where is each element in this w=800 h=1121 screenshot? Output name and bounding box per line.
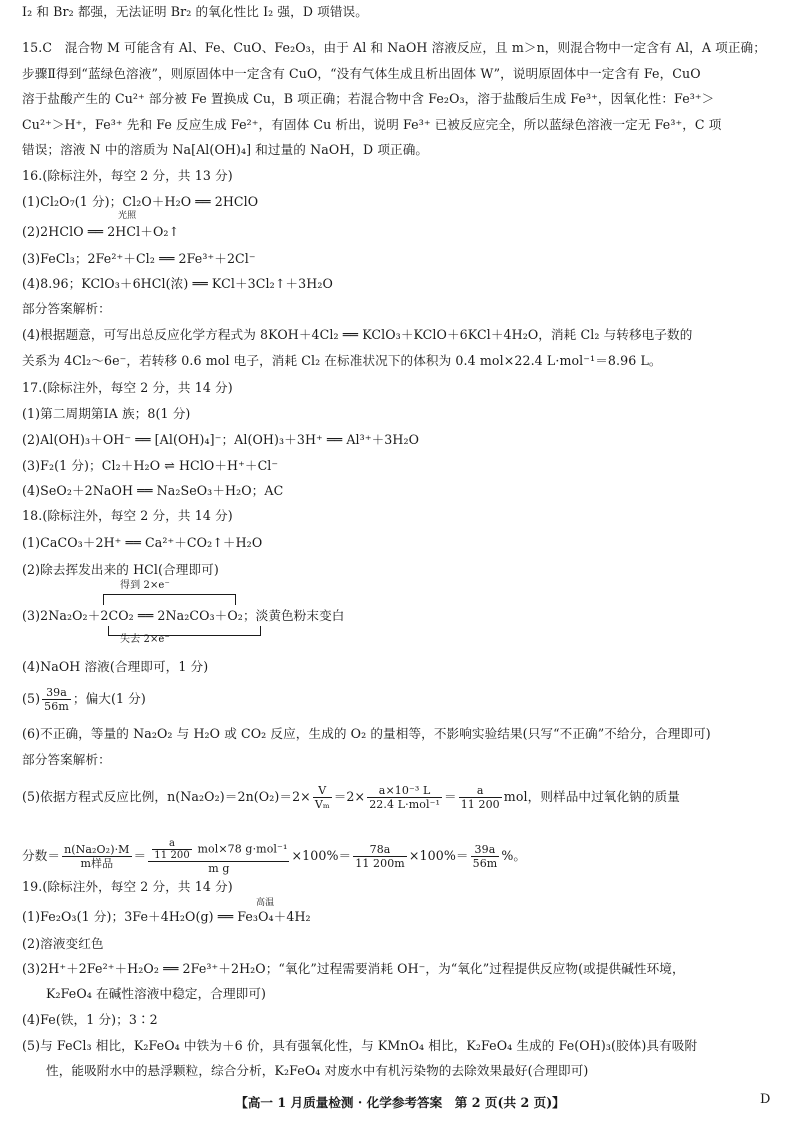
text-line: (1)Cl₂O₇(1 分)；Cl₂O＋H₂O ══ 2HClO: [22, 194, 259, 209]
text-line: (2)Al(OH)₃＋OH⁻ ══ [Al(OH)₄]⁻；Al(OH)₃＋3H⁺ ══ Al³⁺＋3H₂O: [22, 432, 420, 447]
text-line: 关系为 4Cl₂～6e⁻，若转移 0.6 mol 电子，消耗 Cl₂ 在标准状况下的体积为 0.4 mol×22.4 L·mol⁻¹＝8.96 L。: [22, 353, 662, 368]
text-line: K₂FeO₄ 在碱性溶液中稳定，合理即可): [46, 986, 267, 1001]
text-line: (6)不正确，等量的 Na₂O₂ 与 H₂O 或 CO₂ 反应，生成的 O₂ 的量相等，不影响实验结果(只写“不正确”不给分，合理即可): [22, 726, 711, 741]
text-line: (3)2H⁺＋2Fe²⁺＋H₂O₂ ══ 2Fe³⁺＋2H₂O；“氧化”过程需要消耗 OH⁻，为“氧化”过程提供反应物(或提供碱性环境，: [22, 961, 685, 976]
fraction: $\frac{\text{a×10⁻³ L}}{\text{22.4 L·mol⁻¹}}$: [369, 784, 440, 811]
electron-lose-label: 失去 2×e⁻: [120, 634, 170, 645]
question-17-header: 17.(除标注外，每空 2 分，共 14 分): [22, 380, 233, 395]
text-line: (4)Fe(铁，1 分)；3∶2: [22, 1012, 158, 1027]
fraction: $\frac{V}{\text{Vₘ}}$: [314, 784, 330, 811]
text-line: (4)8.96；KClO₃＋6HCl(浓) ══ KCl＋3Cl₂↑＋3H₂O: [22, 276, 333, 291]
electron-gain-bracket: [103, 594, 236, 605]
text-line: 溶于盐酸产生的 Cu²⁺ 部分被 Fe 置换成 Cu，B 项正确；若混合物中含 Fe₂O₃，溶于盐酸后生成 Fe³⁺，因氧化性：Fe³⁺＞: [22, 91, 715, 106]
electron-gain-label: 得到 2×e⁻: [120, 580, 170, 591]
fraction: $\frac{78a}{11 200m}$: [355, 843, 405, 870]
text-line: 部分答案解析：: [22, 752, 111, 767]
fraction: $\frac{39a}{56m}$: [44, 686, 69, 713]
text-line: (5) $\frac{39a}{56m}$ ；偏大(1 分): [22, 686, 146, 713]
formula-line: 分数＝ $\frac{\text{n(Na₂O₂)·M}}{\text{m样品}}$ ＝ $\frac{a}{11 200}$ mol×78 g·mol⁻¹ m g ×100%＝ $\frac{78a}{11 200m}$ ×100%＝ $\frac{39a}{56m}$ %。: [22, 838, 527, 875]
text-line: (1)第二周期第ⅠA 族；8(1 分): [22, 406, 191, 421]
text-line: 部分答案解析：: [22, 301, 111, 316]
text-line: (4)SeO₂＋2NaOH ══ Na₂SeO₃＋H₂O；AC: [22, 483, 284, 498]
question-16-header: 16.(除标注外，每空 2 分，共 13 分): [22, 168, 233, 183]
text-line: 错误；溶液 N 中的溶质为 Na[Al(OH)₄] 和过量的 NaOH，D 项正确。: [22, 142, 429, 157]
text-line: (2)除去挥发出来的 HCl(合理即可): [22, 562, 219, 577]
text-line: 15.C 混合物 M 可能含有 Al、Fe、CuO、Fe₂O₃，由于 Al 和 NaOH 溶液反应，且 m＞n，则混合物中一定含有 Al，A 项正确；: [22, 40, 766, 55]
text-line: (1)CaCO₃＋2H⁺ ══ Ca²⁺＋CO₂↑＋H₂O: [22, 535, 263, 550]
text-line: Cu²⁺＞H⁺，Fe³⁺ 先和 Fe 反应生成 Fe²⁺，有固体 Cu 析出，说明 Fe³⁺ 已被反应完全，所以蓝绿色溶液一定无 Fe³⁺，C 项: [22, 117, 722, 132]
fraction: $\frac{a}{11 200}$ mol×78 g·mol⁻¹ m g: [148, 838, 289, 875]
text-line: 步骤Ⅱ得到“蓝绿色溶液”，则原固体中一定含有 CuO，“没有气体生成且析出固体 W”，说明原固体中一定含有 Fe，CuO: [22, 66, 701, 81]
question-19-header: 19.(除标注外，每空 2 分，共 14 分): [22, 879, 233, 894]
text-line: 性，能吸附水中的悬浮颗粒，综合分析，K₂FeO₄ 对废水中有机污染物的去除效果最好(合理即可): [46, 1063, 589, 1078]
text-line: (1)Fe₂O₃(1 分)；3Fe＋4H₂O(g) ══ Fe₃O₄＋4H₂: [22, 909, 311, 924]
text-line: (4)根据题意，可写出总反应化学方程式为 8KOH＋4Cl₂ ══ KClO₃＋KClO＋6KCl＋4H₂O，消耗 Cl₂ 与转移电子数的: [22, 327, 693, 342]
text-line: (3)2Na₂O₂＋2CO₂ ══ 2Na₂CO₃＋O₂；淡黄色粉末变白: [22, 608, 345, 623]
fraction: $\frac{a}{11 200}$: [460, 784, 500, 811]
text-line: (2)溶液变红色: [22, 936, 104, 951]
version-letter: D: [760, 1092, 771, 1107]
text-line: (2)2HClO ══ 2HCl＋O₂↑: [22, 224, 180, 239]
reaction-condition: 光照: [118, 211, 137, 221]
reaction-condition: 高温: [256, 898, 275, 908]
fraction: $\frac{39a}{56m}$: [472, 843, 498, 870]
page-footer: 【高一 1 月质量检测 · 化学参考答案 第 2 页(共 2 页)】: [235, 1095, 565, 1110]
text-line: (3)F₂(1 分)；Cl₂＋H₂O ⇌ HClO＋H⁺＋Cl⁻: [22, 458, 279, 473]
text-line: (3)FeCl₃；2Fe²⁺＋Cl₂ ══ 2Fe³⁺＋2Cl⁻: [22, 251, 256, 266]
text-line: (4)NaOH 溶液(合理即可，1 分): [22, 659, 209, 674]
fraction: $\frac{\text{n(Na₂O₂)·M}}{\text{m样品}}$: [64, 843, 130, 870]
text-line: I₂ 和 Br₂ 都强，无法证明 Br₂ 的氧化性比 I₂ 强，D 项错误。: [22, 4, 368, 19]
text-line: (5)与 FeCl₃ 相比，K₂FeO₄ 中铁为＋6 价，具有强氧化性，与 KMnO₄ 相比，K₂FeO₄ 生成的 Fe(OH)₃(胶体)具有吸附: [22, 1038, 698, 1053]
formula-line: (5)依据方程式反应比例，n(Na₂O₂)＝2n(O₂)＝2× $\frac{V}{\text{Vₘ}}$ ＝2× $\frac{\text{a×10⁻³ L}}{\text{22.4 L·mol⁻¹}}$ ＝ $\frac{a}{11 200}$ mol，则样品中过氧化钠的质量: [22, 784, 680, 811]
question-18-header: 18.(除标注外，每空 2 分，共 14 分): [22, 508, 233, 523]
